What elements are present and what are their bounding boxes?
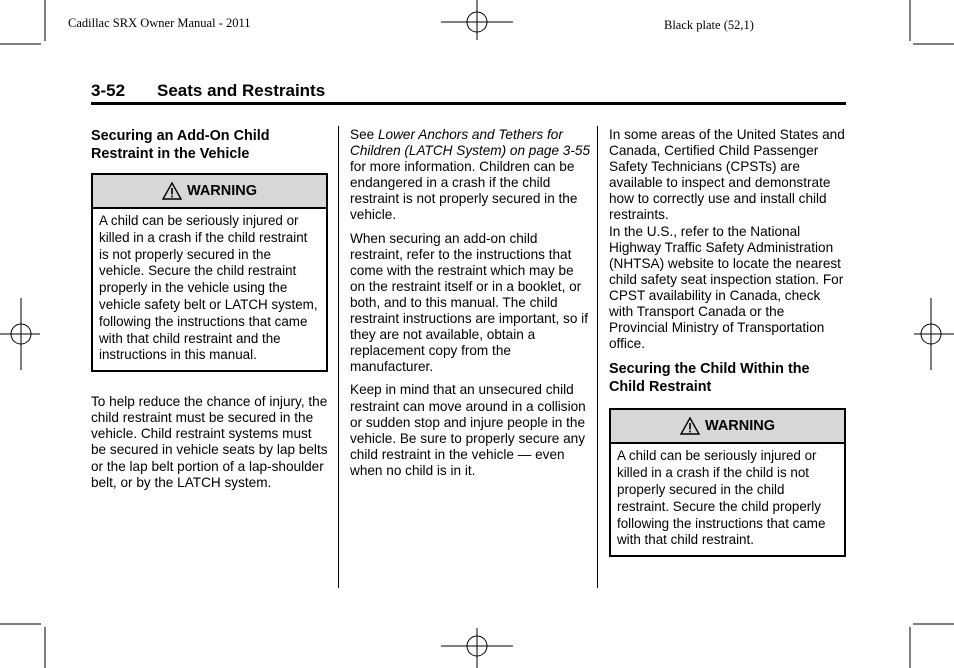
warning-box bbox=[91, 173, 328, 372]
paragraph-text: See bbox=[350, 127, 378, 142]
cross-reference-link[interactable]: Lower Anchors and Tethers for Children (LATCH System) on page 3-55 bbox=[350, 127, 591, 159]
paragraph: In some areas of the United States and Canada, Certified Child Passenger Safety Technicians (CPSTs) are available to inspect and demonstrate how to correctly use and install child restraints. bbox=[609, 127, 845, 223]
column-2 bbox=[350, 127, 590, 479]
plate-title: Cadillac SRX Owner Manual - 2011 bbox=[68, 16, 251, 30]
paragraph: When securing an add-on child restraint, refer to the instructions that come with the restraint which may be on the restraint itself or in a booklet, or both, and to this manual. The child restraint instructions are important, so if they are not available, obtain a replacement copy from the manufacturer. bbox=[350, 230, 588, 375]
warning-icon bbox=[162, 182, 182, 200]
paragraph: Keep in mind that an unsecured child restraint can move around in a collision or sudden stop and injure people in the vehicle. Be sure to properly secure any child restraint in the vehicle — even when no child is in it. bbox=[350, 382, 586, 478]
warning-title bbox=[93, 175, 326, 209]
page-header bbox=[91, 81, 845, 101]
column-1 bbox=[91, 127, 328, 491]
header-rule bbox=[91, 102, 846, 105]
paragraph bbox=[350, 127, 590, 224]
warning-title bbox=[611, 410, 844, 444]
page-number: 3-52 bbox=[91, 81, 126, 100]
paragraph-text: for more information. Children can be endangered in a crash if the child restraint is not properly secured in the vehicle. bbox=[350, 159, 578, 223]
paragraph: In the U.S., refer to the National Highway Traffic Safety Administration (NHTSA) website to locate the nearest child safety seat inspection station. For CPST availability in Canada, check with Transport Canada or the Provincial Ministry of Transportation office. bbox=[609, 223, 844, 352]
section-heading-add-on-restraint: Securing an Add-On Child Restraint in the Vehicle bbox=[91, 128, 270, 162]
warning-text: A child can be seriously injured or killed in a crash if the child is not properly secured in the child restraint. Secure the child properly following the instructions that came with that child restraint. bbox=[617, 448, 826, 548]
section-title: Seats and Restraints bbox=[157, 81, 326, 100]
paragraph: To help reduce the chance of injury, the child restraint must be secured in the vehicle. Child restraint systems must be secured in vehicle seats by lap belts or the lap belt portion of a lap-shoulder belt, or by the LATCH system. bbox=[91, 394, 328, 490]
column-divider bbox=[597, 126, 598, 588]
warning-label: WARNING bbox=[186, 182, 258, 199]
warning-label: WARNING bbox=[704, 418, 776, 435]
column-divider bbox=[338, 126, 339, 588]
section-heading-securing-child: Securing the Child Within the Child Restraint bbox=[609, 361, 810, 396]
warning-text: A child can be seriously injured or killed in a crash if the child restraint is not properly secured in the vehicle. Secure the child restraint properly in the vehicle using the vehicle safety belt or LATCH system, following the instructions that came with that child restraint and the instructions in this manual. bbox=[99, 213, 318, 363]
warning-icon bbox=[680, 417, 700, 435]
plate-number: Black plate (52,1) bbox=[664, 18, 754, 32]
column-3 bbox=[609, 127, 846, 557]
warning-box bbox=[609, 408, 846, 557]
